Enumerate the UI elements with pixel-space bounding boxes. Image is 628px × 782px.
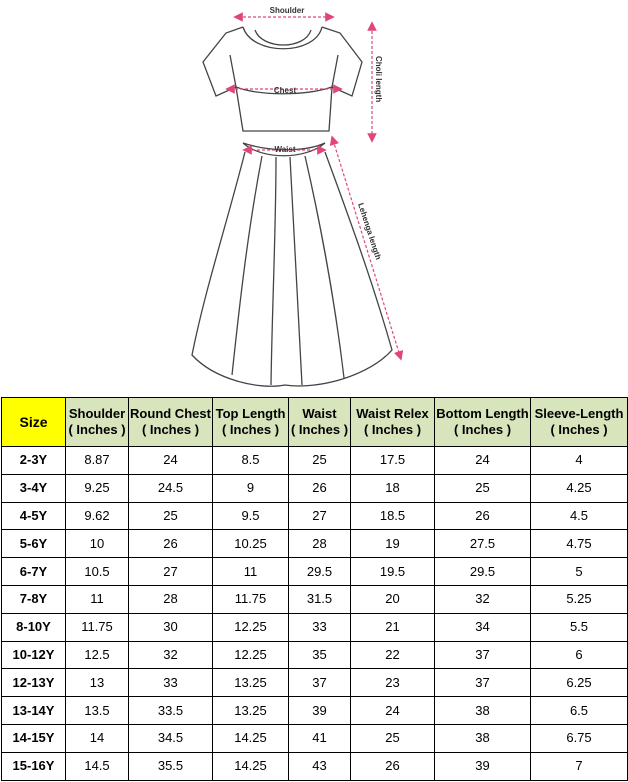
cell-round-chest: 25 — [129, 502, 213, 530]
cell-bottom-length: 37 — [435, 641, 531, 669]
cell-shoulder: 13.5 — [66, 697, 129, 725]
cell-size: 10-12Y — [2, 641, 66, 669]
table-row — [2, 474, 628, 502]
cell-waist-relex: 25 — [351, 724, 435, 752]
cell-waist-relex: 26 — [351, 752, 435, 780]
cell-bottom-length: 32 — [435, 585, 531, 613]
cell-waist-relex: 19 — [351, 530, 435, 558]
cell-sleeve-length: 6.25 — [531, 669, 628, 697]
cell-size: 2-3Y — [2, 447, 66, 475]
cell-size: 15-16Y — [2, 752, 66, 780]
cell-top-length: 12.25 — [213, 613, 289, 641]
column-header-shoulder: Shoulder ( Inches ) — [66, 398, 129, 447]
column-header-sleeve-length: Sleeve-Length ( Inches ) — [531, 398, 628, 447]
cell-sleeve-length: 4.5 — [531, 502, 628, 530]
cell-bottom-length: 37 — [435, 669, 531, 697]
cell-shoulder: 10 — [66, 530, 129, 558]
cell-bottom-length: 25 — [435, 474, 531, 502]
table-row — [2, 641, 628, 669]
cell-shoulder: 11 — [66, 585, 129, 613]
cell-shoulder: 13 — [66, 669, 129, 697]
column-header-waist-relex: Waist Relex ( Inches ) — [351, 398, 435, 447]
cell-waist: 37 — [289, 669, 351, 697]
cell-size: 13-14Y — [2, 697, 66, 725]
cell-waist-relex: 18 — [351, 474, 435, 502]
table-row — [2, 669, 628, 697]
cell-size: 8-10Y — [2, 613, 66, 641]
cell-top-length: 10.25 — [213, 530, 289, 558]
choli-outline — [203, 27, 362, 131]
cell-shoulder: 14.5 — [66, 752, 129, 780]
table-body — [2, 447, 628, 781]
cell-waist: 39 — [289, 697, 351, 725]
cell-top-length: 11.75 — [213, 585, 289, 613]
cell-top-length: 9.5 — [213, 502, 289, 530]
cell-bottom-length: 27.5 — [435, 530, 531, 558]
cell-waist: 35 — [289, 641, 351, 669]
column-header-top-length: Top Length ( Inches ) — [213, 398, 289, 447]
cell-top-length: 13.25 — [213, 669, 289, 697]
cell-sleeve-length: 4 — [531, 447, 628, 475]
cell-sleeve-length: 6.75 — [531, 724, 628, 752]
cell-waist: 41 — [289, 724, 351, 752]
lehenga-length-arrow — [333, 140, 400, 356]
column-header-size: Size — [2, 398, 66, 447]
cell-sleeve-length: 4.25 — [531, 474, 628, 502]
cell-shoulder: 11.75 — [66, 613, 129, 641]
cell-round-chest: 33.5 — [129, 697, 213, 725]
cell-round-chest: 28 — [129, 585, 213, 613]
cell-bottom-length: 34 — [435, 613, 531, 641]
choli-length-label: Choli length — [374, 56, 383, 103]
cell-waist: 28 — [289, 530, 351, 558]
cell-top-length: 8.5 — [213, 447, 289, 475]
table-row — [2, 752, 628, 780]
cell-sleeve-length: 5.25 — [531, 585, 628, 613]
lehenga-outline — [192, 143, 392, 386]
cell-shoulder: 10.5 — [66, 558, 129, 586]
cell-waist-relex: 20 — [351, 585, 435, 613]
cell-round-chest: 26 — [129, 530, 213, 558]
cell-waist: 26 — [289, 474, 351, 502]
cell-bottom-length: 24 — [435, 447, 531, 475]
cell-top-length: 12.25 — [213, 641, 289, 669]
cell-waist: 43 — [289, 752, 351, 780]
cell-waist-relex: 21 — [351, 613, 435, 641]
cell-bottom-length: 39 — [435, 752, 531, 780]
cell-bottom-length: 38 — [435, 724, 531, 752]
table-row — [2, 613, 628, 641]
cell-shoulder: 9.25 — [66, 474, 129, 502]
cell-size: 14-15Y — [2, 724, 66, 752]
cell-size: 4-5Y — [2, 502, 66, 530]
cell-top-length: 11 — [213, 558, 289, 586]
cell-waist-relex: 22 — [351, 641, 435, 669]
cell-round-chest: 35.5 — [129, 752, 213, 780]
column-header-round-chest: Round Chest ( Inches ) — [129, 398, 213, 447]
cell-shoulder: 8.87 — [66, 447, 129, 475]
cell-waist-relex: 17.5 — [351, 447, 435, 475]
table-header-row — [2, 398, 628, 447]
cell-sleeve-length: 5.5 — [531, 613, 628, 641]
cell-round-chest: 24.5 — [129, 474, 213, 502]
cell-round-chest: 32 — [129, 641, 213, 669]
cell-sleeve-length: 7 — [531, 752, 628, 780]
cell-waist: 31.5 — [289, 585, 351, 613]
cell-round-chest: 33 — [129, 669, 213, 697]
cell-size: 3-4Y — [2, 474, 66, 502]
shoulder-label: Shoulder — [269, 6, 305, 15]
cell-top-length: 14.25 — [213, 752, 289, 780]
table-row — [2, 530, 628, 558]
table-row — [2, 447, 628, 475]
cell-sleeve-length: 5 — [531, 558, 628, 586]
cell-round-chest: 34.5 — [129, 724, 213, 752]
table-row — [2, 724, 628, 752]
cell-top-length: 14.25 — [213, 724, 289, 752]
cell-shoulder: 9.62 — [66, 502, 129, 530]
cell-round-chest: 24 — [129, 447, 213, 475]
cell-waist: 33 — [289, 613, 351, 641]
cell-round-chest: 30 — [129, 613, 213, 641]
size-table — [1, 397, 628, 781]
cell-sleeve-length: 6.5 — [531, 697, 628, 725]
cell-top-length: 13.25 — [213, 697, 289, 725]
cell-sleeve-length: 4.75 — [531, 530, 628, 558]
cell-waist-relex: 24 — [351, 697, 435, 725]
cell-size: 5-6Y — [2, 530, 66, 558]
table-row — [2, 585, 628, 613]
cell-size: 12-13Y — [2, 669, 66, 697]
cell-round-chest: 27 — [129, 558, 213, 586]
chest-label: Chest — [273, 86, 297, 95]
cell-size: 7-8Y — [2, 585, 66, 613]
cell-waist-relex: 19.5 — [351, 558, 435, 586]
cell-bottom-length: 38 — [435, 697, 531, 725]
table-row — [2, 558, 628, 586]
cell-bottom-length: 26 — [435, 502, 531, 530]
waist-label: Waist — [274, 145, 296, 154]
cell-top-length: 9 — [213, 474, 289, 502]
lehenga-length-label: Lehenga length — [356, 201, 383, 261]
cell-waist: 27 — [289, 502, 351, 530]
cell-shoulder: 12.5 — [66, 641, 129, 669]
table-row — [2, 697, 628, 725]
column-header-bottom-length: Bottom Length ( Inches ) — [435, 398, 531, 447]
cell-sleeve-length: 6 — [531, 641, 628, 669]
table-row — [2, 502, 628, 530]
cell-waist-relex: 18.5 — [351, 502, 435, 530]
cell-waist-relex: 23 — [351, 669, 435, 697]
column-header-waist: Waist ( Inches ) — [289, 398, 351, 447]
cell-waist: 29.5 — [289, 558, 351, 586]
cell-waist: 25 — [289, 447, 351, 475]
cell-shoulder: 14 — [66, 724, 129, 752]
cell-size: 6-7Y — [2, 558, 66, 586]
cell-bottom-length: 29.5 — [435, 558, 531, 586]
